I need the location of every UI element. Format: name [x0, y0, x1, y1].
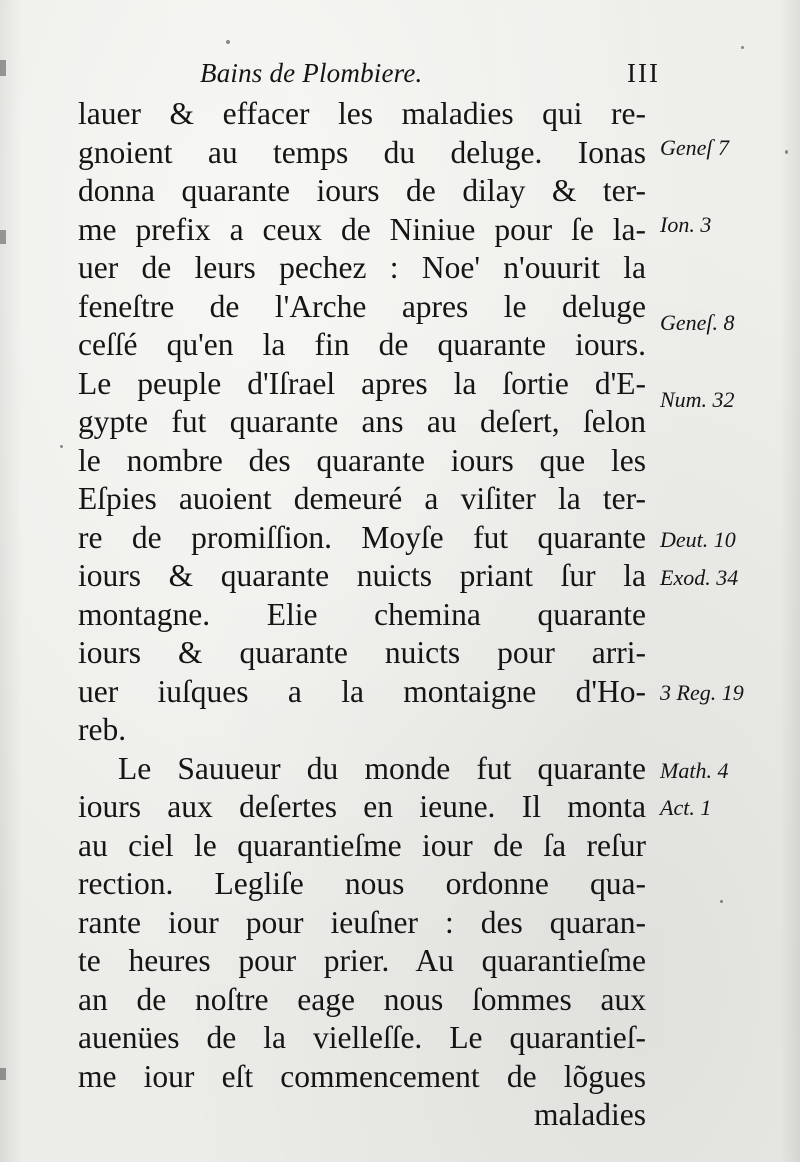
text-line: au ciel le quarantieſme iour de ſa reſur	[78, 827, 646, 863]
margin-note: Num. 32	[660, 387, 735, 412]
margin-note: Ion. 3	[660, 212, 712, 237]
text-line: uer iuſques a la montaigne d'Ho-	[78, 673, 646, 709]
text-line: me prefix a ceux de Niniue pour ſe la-	[78, 211, 646, 247]
running-title: Bains de Plombiere.	[200, 58, 423, 88]
text-line: Le peuple d'Iſrael apres la ſortie d'E-	[78, 365, 646, 401]
text-line: iours & quarante nuicts pour arri-	[78, 635, 646, 670]
text-line: donna quarante iours de dilay & ter-	[78, 173, 646, 208]
text-line: rante iour pour ieuſner : des quaran-	[78, 904, 646, 940]
text-line: rection. Legliſe nous ordonne qua-	[78, 866, 646, 901]
paper-speck	[60, 445, 63, 448]
margin-note: Deut. 10	[660, 527, 736, 552]
text-line: iours & quarante nuicts priant ſur la	[78, 558, 646, 593]
margin-note: Geneſ. 8	[660, 310, 735, 335]
paper-speck	[226, 40, 230, 44]
paper-speck	[785, 150, 788, 154]
text-line: feneſtre de l'Arche apres le deluge	[78, 288, 646, 324]
text-line: auenües de la vielleſſe. Le quarantieſ-	[78, 1020, 646, 1055]
margin-note: Act. 1	[660, 795, 712, 820]
margin-note: Geneſ 7	[660, 135, 730, 160]
page-edge-mark	[0, 1068, 6, 1080]
text-line: me iour eſt commencement de lõgues	[78, 1058, 646, 1094]
margin-note: Exod. 34	[660, 565, 739, 590]
text-line: reb.	[78, 712, 127, 747]
text-line: Le Sauueur du monde fut quarante	[118, 750, 646, 786]
body-text	[78, 95, 646, 1135]
page-edge-mark	[0, 230, 6, 244]
text-line: le nombre des quarante iours que les	[78, 442, 646, 478]
margin-note: 3 Reg. 19	[660, 680, 744, 705]
text-line: iours aux deſertes en ieune. Il monta	[78, 789, 646, 824]
text-line: lauer & effacer les maladies qui re-	[78, 96, 646, 131]
text-line: ceſſé qu'en la fin de quarante iours.	[78, 327, 646, 362]
page-edge-mark	[0, 60, 6, 76]
text-line: an de noſtre eage nous ſommes aux	[78, 981, 646, 1017]
catchword: maladies	[534, 1097, 646, 1132]
paper-speck	[741, 46, 744, 49]
text-line: Eſpies auoient demeuré a viſiter la ter-	[78, 481, 646, 516]
text-line: gnoient au temps du deluge. Ionas	[78, 134, 646, 170]
page-number: III	[627, 58, 660, 88]
text-line: gypte fut quarante ans au deſert, ſelon	[78, 404, 646, 439]
page-header	[200, 56, 660, 96]
text-line: te heures pour prier. Au quarantieſme	[78, 943, 646, 978]
paper-speck	[720, 900, 723, 903]
margin-note: Math. 4	[660, 758, 729, 783]
text-line: uer de leurs pechez : Noe' n'ouurit la	[78, 250, 646, 285]
text-line: re de promiſſion. Moyſe fut quarante	[78, 519, 646, 555]
text-line: montagne. Elie chemina quarante	[78, 596, 646, 632]
